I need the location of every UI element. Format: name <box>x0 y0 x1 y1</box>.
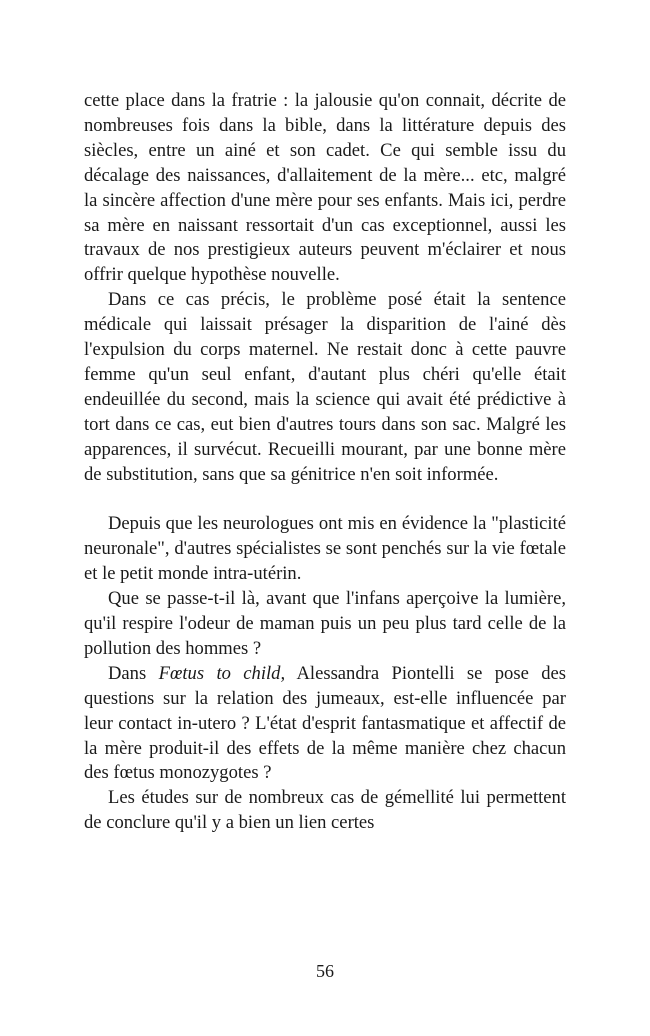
paragraph-1: cette place dans la fratrie : la jalousie qu'on connait, décrite de nombreuses fois dans la bible, dans la littérature depuis des siècles, entre un ainé et son cadet. Ce qui semble issu du décalage des naissances, d'allaitement de la mère... etc, malgré la sincère affection d'une mère pour ses enfants. Mais ici, perdre sa mère en naissant ressortait d'un cas exceptionnel, aussi les travaux de nos prestigieux auteurs peuvent m'éclairer et nous offrir quelque hypothèse nouvelle. <box>84 90 566 286</box>
paragraph-5-prefix: Dans <box>108 662 159 684</box>
paragraph-3: Depuis que les neurologues ont mis en évidence la "plasticité neuronale", d'autres spécialistes se sont penchés sur la vie fœtale et le petit monde intra-utérin. <box>84 513 566 585</box>
book-title: Fœtus to child, <box>158 662 286 684</box>
paragraph-gap <box>84 488 566 513</box>
paragraph-5-rest: Alessandra Piontelli se pose des questions sur la relation des jumeaux, est-elle influencée par leur contact in-utero ? L'état d'esprit fantasmatique et affectif de la mère produit-il des effets de la même manière chez chacun des fœtus monozygotes ? <box>84 662 566 784</box>
page-number: 56 <box>316 961 334 981</box>
paragraph-5 <box>84 662 566 787</box>
paragraph-4: Que se passe-t-il là, avant que l'infans aperçoive la lumière, qu'il respire l'odeur de maman puis un peu plus tard celle de la pollution des hommes ? <box>84 588 566 659</box>
paragraph-2: Dans ce cas précis, le problème posé était la sentence médicale qui laissait présager la disparition de l'ainé dès l'expulsion du corps maternel. Ne restait donc à cette pauvre femme qu'un seul enfant, d'autant plus chéri qu'elle était endeuillée du second, mais la science qui avait été prédictive à tort dans ce cas, eut bien d'autres tours dans son sac. Malgré les apparences, il survécut. Recueilli mourant, par une bonne mère de substitution, sans que sa génitrice n'en soit informée. <box>84 289 566 485</box>
page-body <box>84 89 566 836</box>
paragraph-6: Les études sur de nombreux cas de gémellité lui permettent de conclure qu'il y a bien un lien certes <box>84 787 566 834</box>
